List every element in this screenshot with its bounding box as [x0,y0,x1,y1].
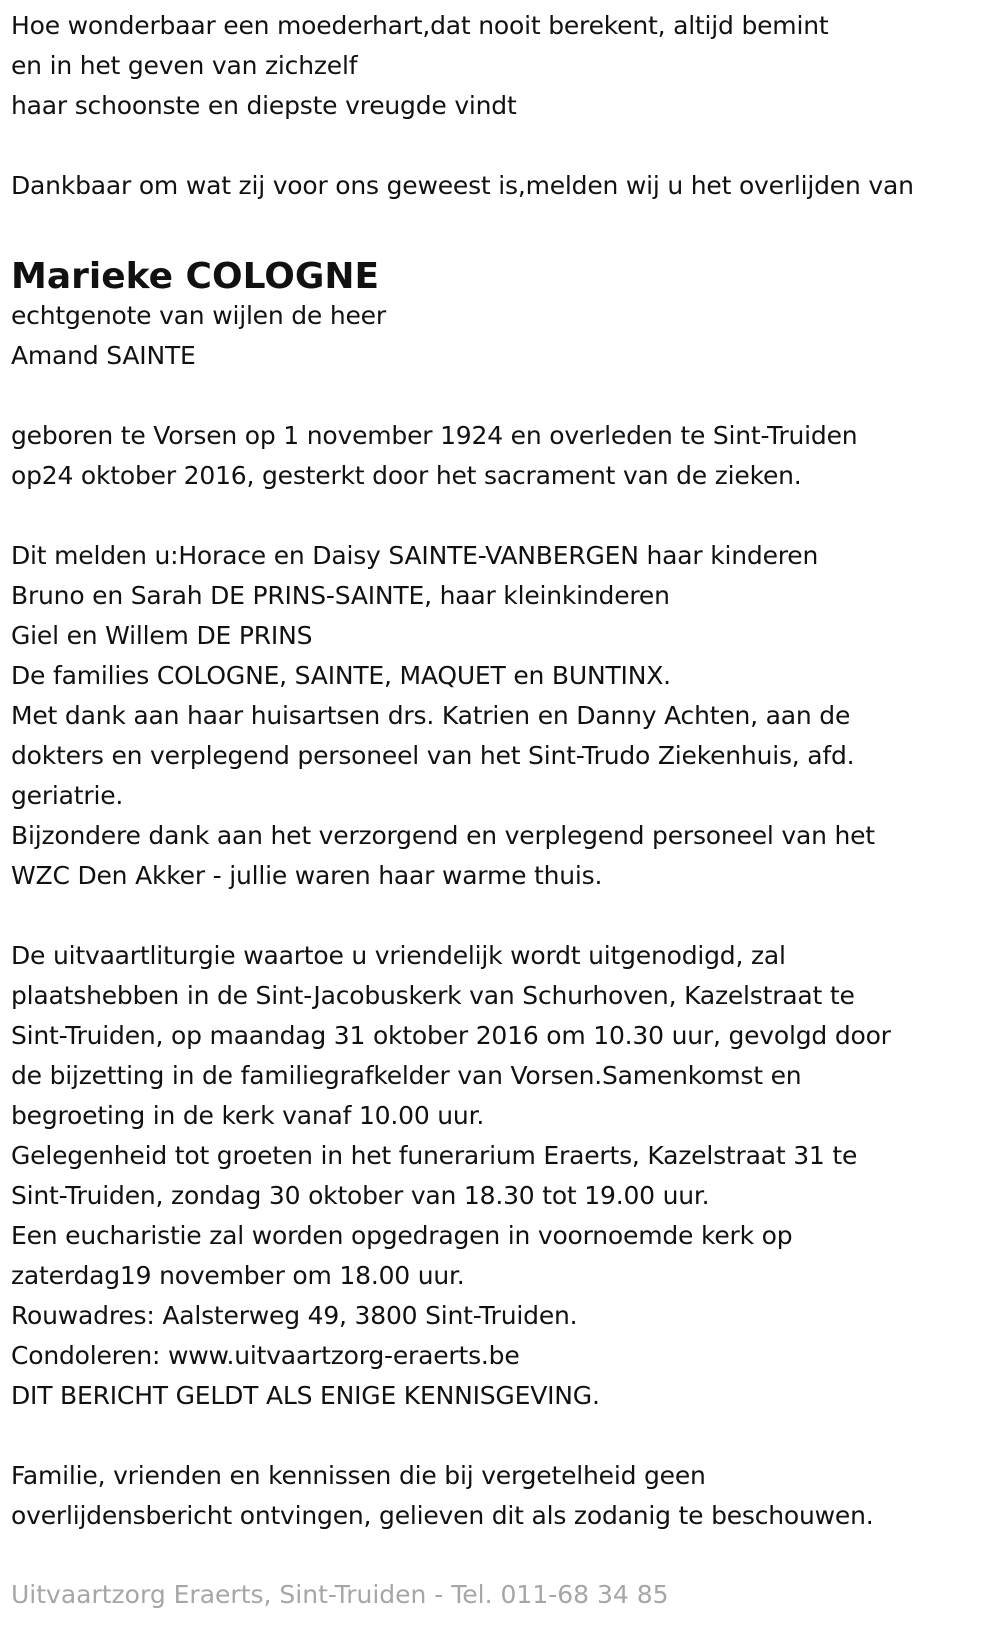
spacer [11,206,991,246]
family-line: Bruno en Sarah DE PRINS-SAINTE, haar kleinkinderen [11,581,670,610]
ceremony-line: de bijzetting in de familiegrafkelder van Vorsen.Samenkomst en [11,1061,802,1090]
deceased-relation [11,296,991,376]
birth-death-info [11,416,991,496]
condolence-link: Condoleren: www.uitvaartzorg-eraerts.be [11,1341,520,1370]
birth-death-line: op24 oktober 2016, gesterkt door het sacrament van de zieken. [11,461,802,490]
intro-poem [11,6,991,126]
intro-line: Hoe wonderbaar een moederhart,dat nooit berekent, altijd bemint [11,11,829,40]
ceremony-line: plaatshebben in de Sint-Jacobuskerk van Schurhoven, Kazelstraat te [11,981,855,1010]
spacer [11,496,991,536]
spacer [11,1416,991,1456]
ceremony-line: Sint-Truiden, zondag 30 oktober van 18.30 tot 19.00 uur. [11,1181,710,1210]
ceremony-line: Rouwadres: Aalsterweg 49, 3800 Sint-Truiden. [11,1301,578,1330]
ceremony-line: Gelegenheid tot groeten in het funerarium Eraerts, Kazelstraat 31 te [11,1141,858,1170]
family-line: Bijzondere dank aan het verzorgend en verplegend personeel van het [11,821,875,850]
relation-line: echtgenote van wijlen de heer [11,301,386,330]
ceremony-line: zaterdag19 november om 18.00 uur. [11,1261,465,1290]
ceremony-line: DIT BERICHT GELDT ALS ENIGE KENNISGEVING. [11,1381,600,1410]
obituary-notice [11,6,991,1536]
family-line: De families COLOGNE, SAINTE, MAQUET en BUNTINX. [11,661,671,690]
spacer [11,126,991,166]
ceremony-line: Sint-Truiden, op maandag 31 oktober 2016 om 10.30 uur, gevolgd door [11,1021,891,1050]
family-section [11,536,991,896]
birth-death-line: geboren te Vorsen op 1 november 1924 en overleden te Sint-Truiden [11,421,858,450]
family-line: Met dank aan haar huisartsen drs. Katrien en Danny Achten, aan de [11,701,851,730]
announcement-text: Dankbaar om wat zij voor ons geweest is,melden wij u het overlijden van [11,171,914,200]
family-line: Dit melden u:Horace en Daisy SAINTE-VANBERGEN haar kinderen [11,541,819,570]
ceremony-line: De uitvaartliturgie waartoe u vriendelijk wordt uitgenodigd, zal [11,941,786,970]
ceremony-line: begroeting in de kerk vanaf 10.00 uur. [11,1101,485,1130]
ceremony-line: Een eucharistie zal worden opgedragen in voornoemde kerk op [11,1221,793,1250]
family-line: WZC Den Akker - jullie waren haar warme thuis. [11,861,603,890]
spacer [11,376,991,416]
closing-line: Familie, vrienden en kennissen die bij vergetelheid geen [11,1461,706,1490]
closing-line: overlijdensbericht ontvingen, gelieven dit als zodanig te beschouwen. [11,1501,874,1530]
funeral-home-footer: Uitvaartzorg Eraerts, Sint-Truiden - Tel. 011-68 34 85 [11,1580,669,1609]
intro-line: en in het geven van zichzelf [11,51,358,80]
family-line: Giel en Willem DE PRINS [11,621,313,650]
deceased-name: Marieke COLOGNE [11,256,380,297]
relation-line: Amand SAINTE [11,341,196,370]
family-line: dokters en verplegend personeel van het Sint-Trudo Ziekenhuis, afd. [11,741,855,770]
intro-line: haar schoonste en diepste vreugde vindt [11,91,517,120]
spacer [11,896,991,936]
family-line: geriatrie. [11,781,124,810]
closing-section [11,1456,991,1536]
ceremony-section [11,936,991,1416]
